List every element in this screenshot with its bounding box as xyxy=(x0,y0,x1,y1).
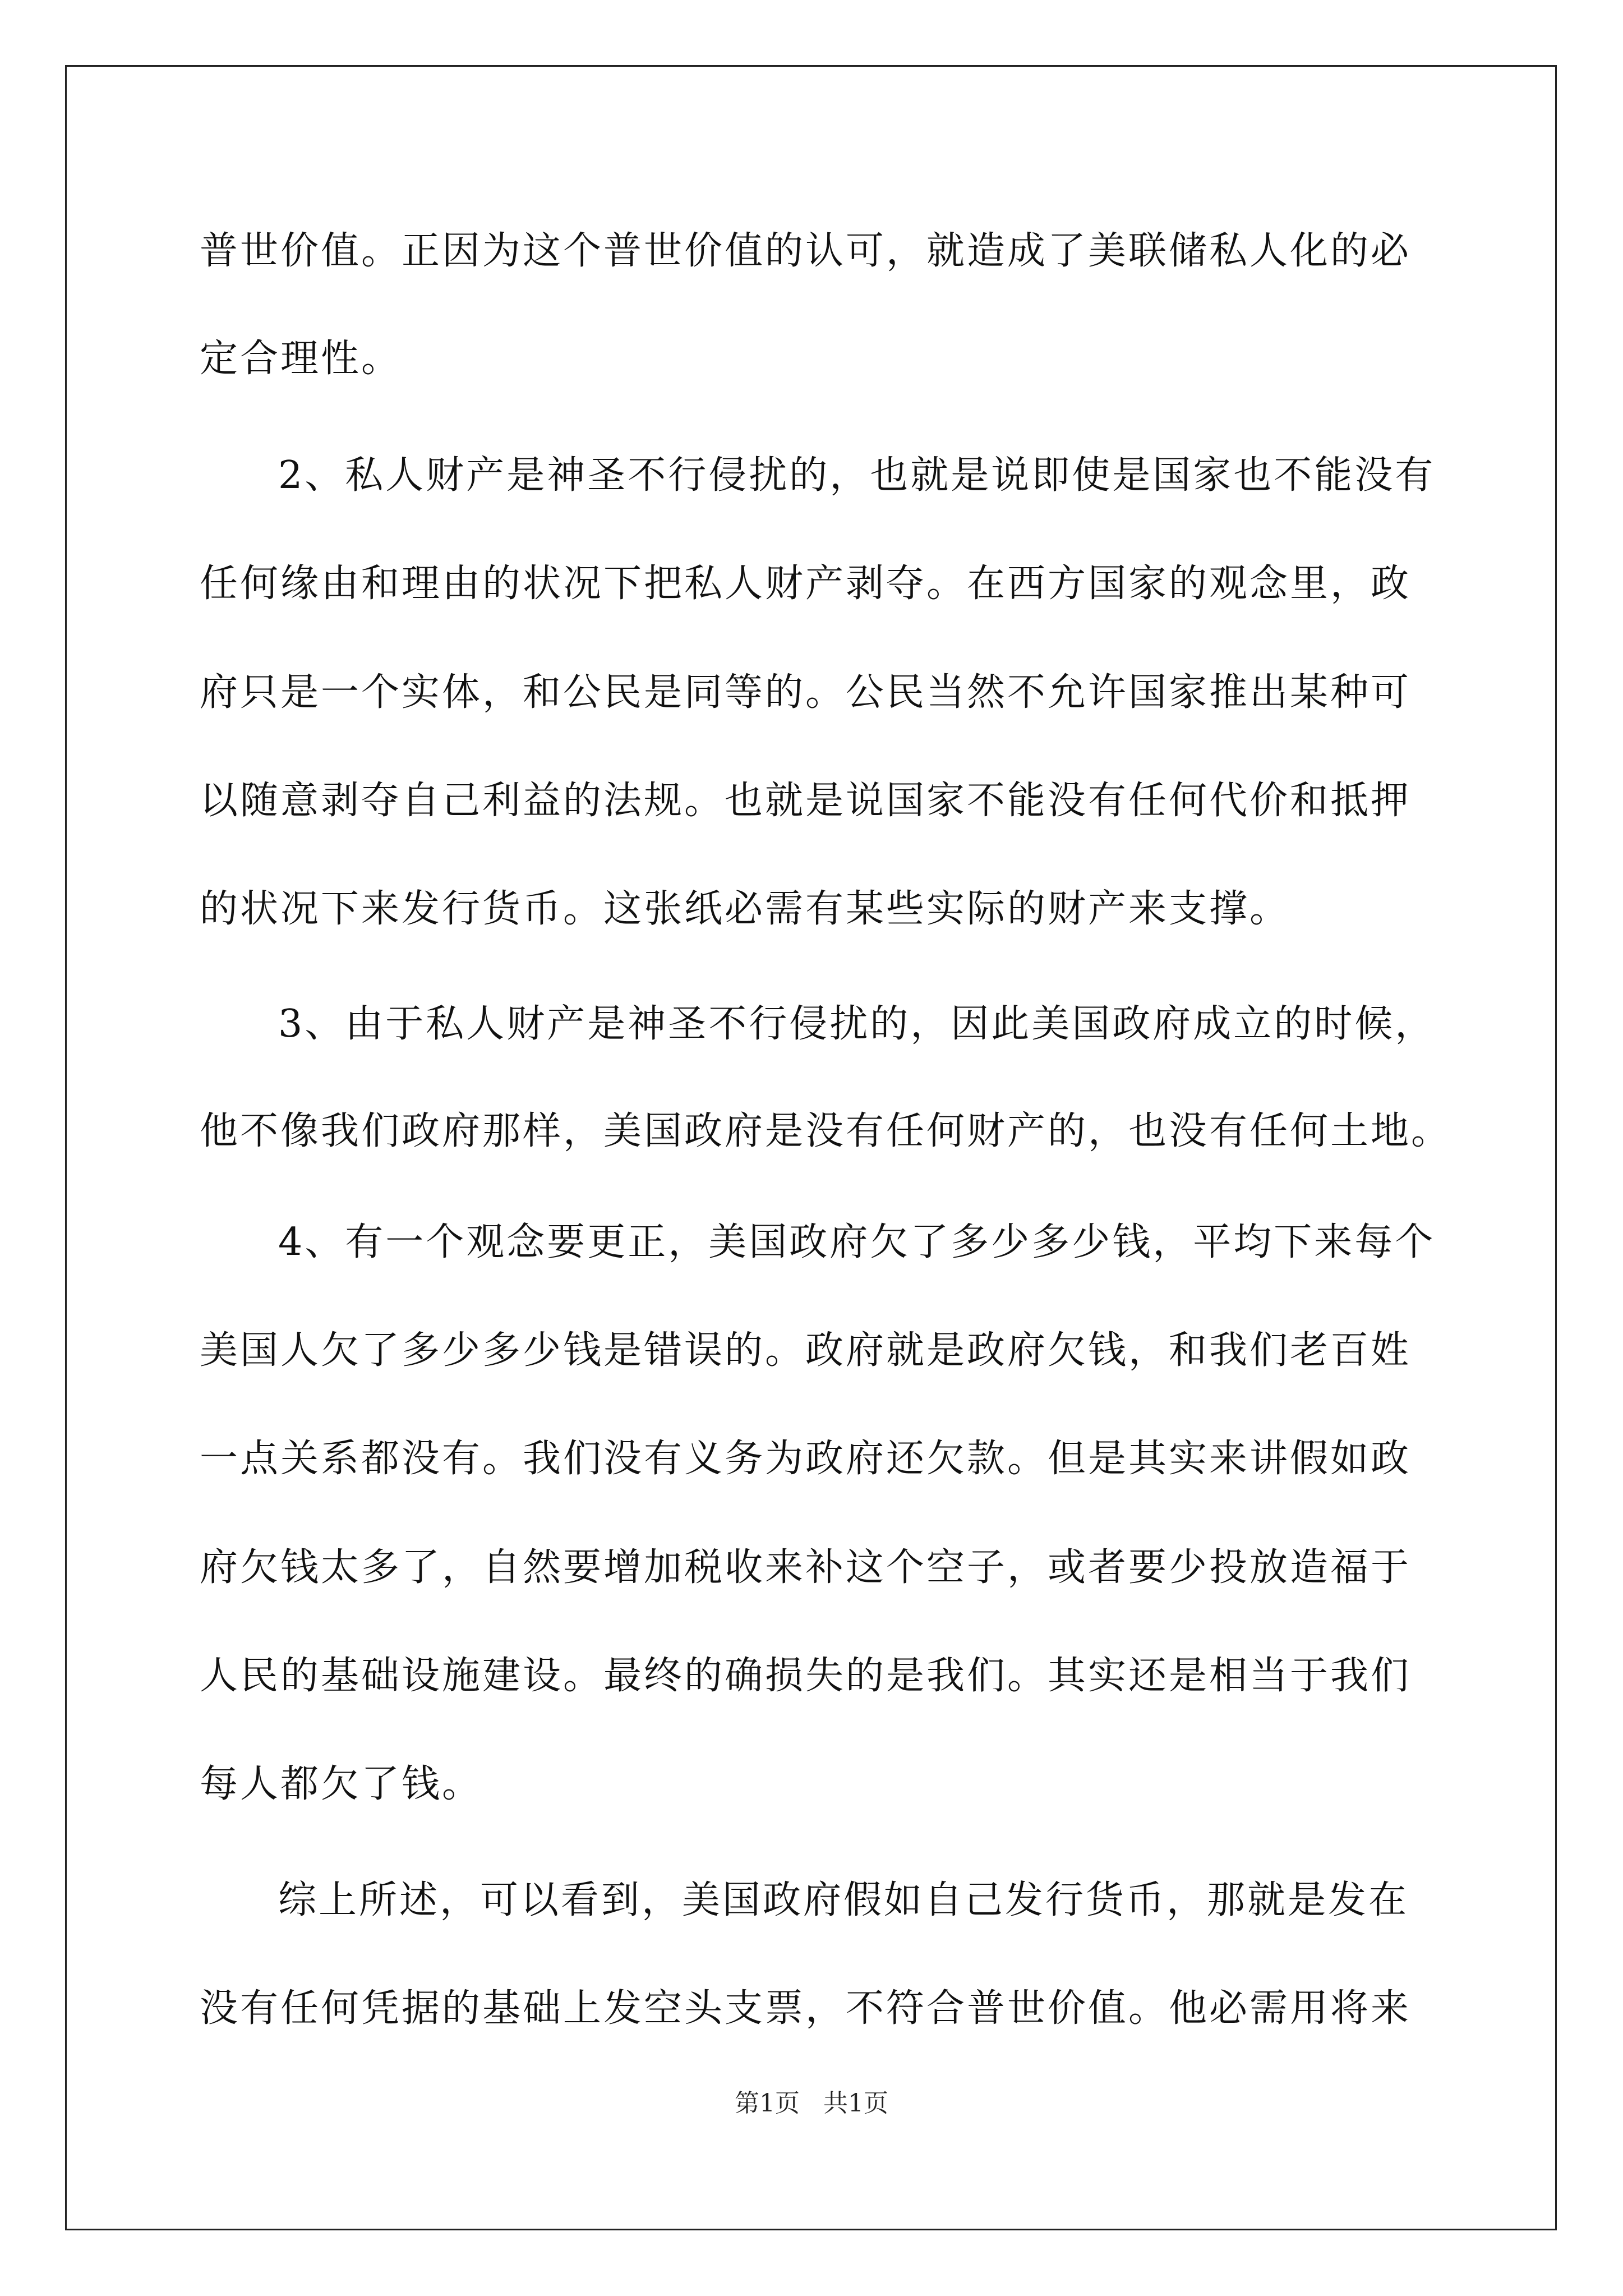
text-line: 人民的基础设施建设。最终的确损失的是我们。其实还是相当于我们 xyxy=(200,1654,1412,1698)
text-line: 一点关系都没有。我们没有义务为政府还欠款。但是其实来讲假如政 xyxy=(200,1437,1412,1481)
page-total: 共1页 xyxy=(823,2089,888,2118)
page-number: 第1页 xyxy=(735,2089,800,2118)
text-line: 没有任何凭据的基础上发空头支票，不符合普世价值。他必需用将来 xyxy=(200,1986,1412,2031)
text-line: 4、有一个观念要更正，美国政府欠了多少多少钱，平均下来每个 xyxy=(278,1220,1436,1264)
text-line: 3、由于私人财产是神圣不行侵扰的，因此美国政府成立的时候， xyxy=(278,1002,1436,1046)
text-line: 美国人欠了多少多少钱是错误的。政府就是政府欠钱，和我们老百姓 xyxy=(200,1328,1412,1373)
text-line: 定合理性。 xyxy=(200,337,402,381)
page-footer xyxy=(0,2087,1623,2120)
text-line: 以随意剥夺自己利益的法规。也就是说国家不能没有任何代价和抵押 xyxy=(200,779,1412,823)
text-line: 普世价值。正因为这个普世价值的认可，就造成了美联储私人化的必 xyxy=(200,229,1412,273)
text-line: 府欠钱太多了，自然要增加税收来补这个空子，或者要少投放造福于 xyxy=(200,1545,1412,1590)
text-line: 2、私人财产是神圣不行侵扰的，也就是说即使是国家也不能没有 xyxy=(278,453,1436,498)
text-line: 他不像我们政府那样，美国政府是没有任何财产的，也没有任何土地。 xyxy=(200,1109,1452,1153)
text-line: 每人都欠了钱。 xyxy=(200,1762,483,1806)
text-line: 任何缘由和理由的状况下把私人财产剥夺。在西方国家的观念里，政 xyxy=(200,562,1412,606)
text-line: 的状况下来发行货币。这张纸必需有某些实际的财产来支撑。 xyxy=(200,887,1290,931)
text-line: 府只是一个实体，和公民是同等的。公民当然不允许国家推出某种可 xyxy=(200,670,1412,715)
text-line: 综上所述，可以看到，美国政府假如自己发行货币，那就是发在 xyxy=(278,1878,1409,1922)
